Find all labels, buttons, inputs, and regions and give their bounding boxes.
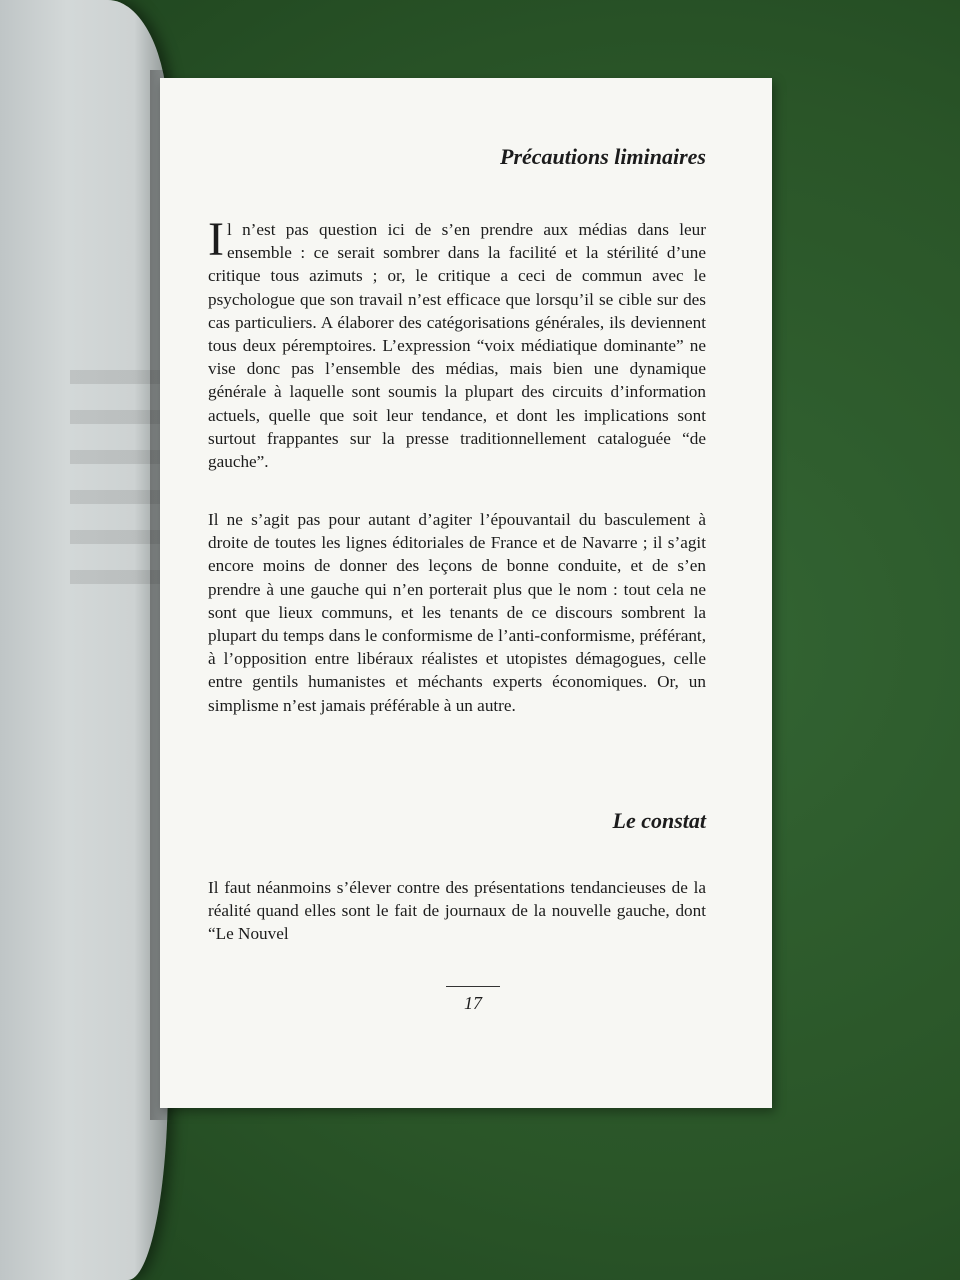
page-number-rule xyxy=(446,986,500,987)
book-page xyxy=(160,78,772,1108)
running-title: Précautions liminaires xyxy=(500,144,706,169)
page-text-block xyxy=(208,78,706,1108)
paragraph-1 xyxy=(208,213,706,473)
left-page-edge xyxy=(0,0,168,1280)
drop-cap: I xyxy=(208,213,224,266)
section-title: Le constat xyxy=(612,808,706,833)
paragraph-3: Il faut néanmoins s’élever contre des présentations tendancieuses de la réalité quand elles sont le fait de journaux de la nouvelle gauche, dont “Le Nouvel xyxy=(208,878,706,944)
paragraph-1-text: l n’est pas question ici de s’en prendre aux médias dans leur ensemble : ce serait sombrer dans la facilité et la stérilité d’une critique tous azimuts ; or, le critique a ceci de commun avec le psychologue que son travail n’est efficace que lorsqu’il se cible sur des cas particuliers. A élaborer des catégorisations générales, ils deviennent tous deux péremptoires. L’expression “voix médiatique dominante” ne vise donc pas l’ensemble des médias, mais bien une dynamique générale à laquelle sont soumis la plupart des circuits d’information actuels, quelle que soit leur tendance, et dont les implications sont surtout frappantes sur la presse traditionnellement cataloguée “de gauche”. xyxy=(208,220,706,472)
show-through-text xyxy=(70,370,160,600)
paragraph-2: Il ne s’agit pas pour autant d’agiter l’épouvantail du basculement à droite de toutes les lignes éditoriales de France et de Navarre ; il s’agit encore moins de donner des leçons de bonne conduite, et de s’en prendre à une gauche qui n’en porterait plus que le nom : tout cela ne sont que lieux communs, et les tenants de ce discours sombrent la plupart du temps dans le conformisme de l’anti-conformisme, préférant, à l’opposition entre libéraux réalistes et utopistes démagogues, celle entre gentils humanistes et méchants experts économiques. Or, un simplisme n’est jamais préférable à un autre. xyxy=(208,510,706,715)
page-number: 17 xyxy=(464,993,482,1013)
